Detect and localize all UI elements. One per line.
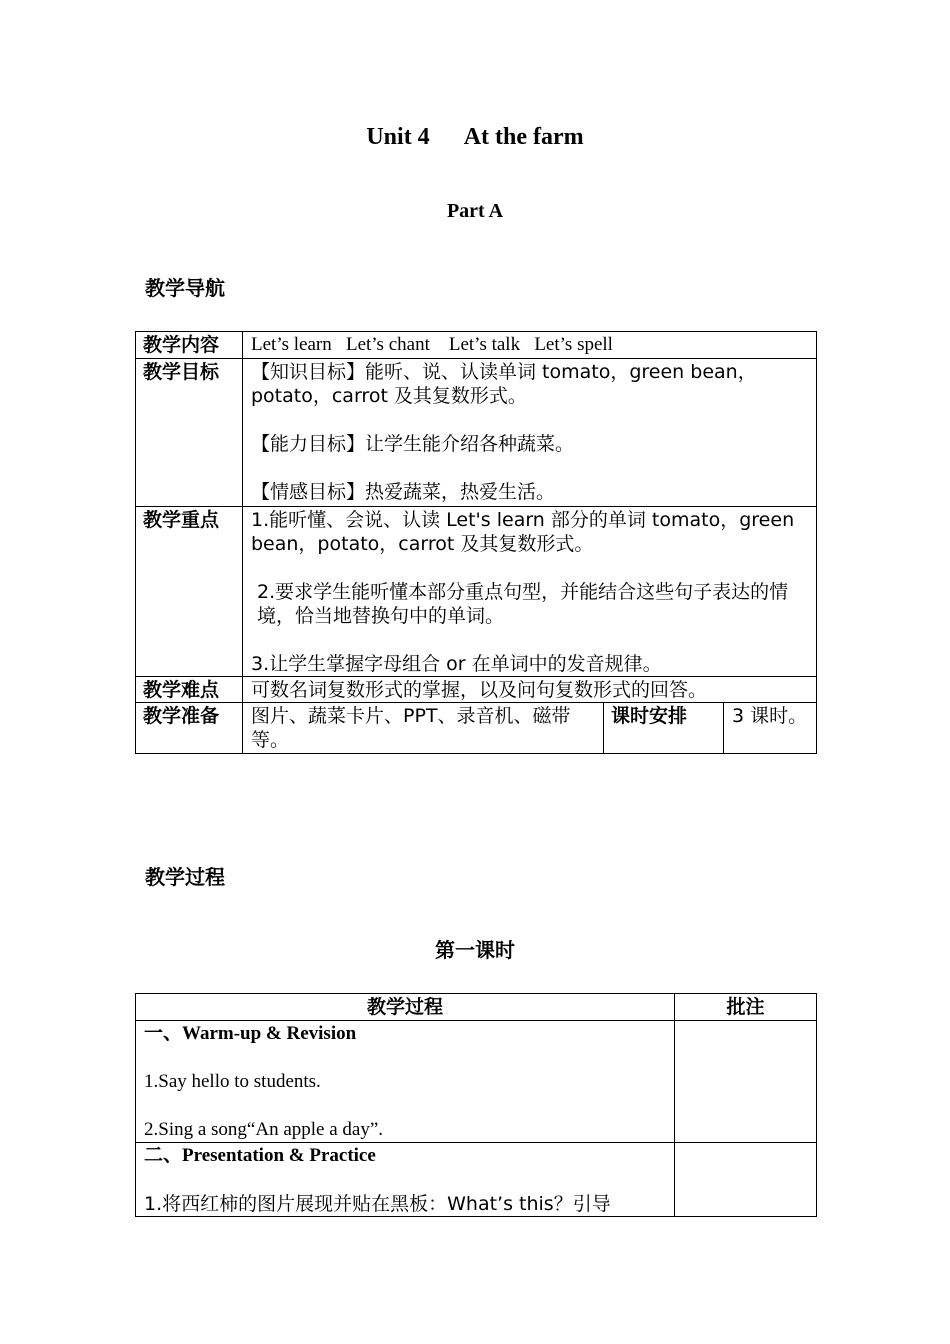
lesson-title: 第一课时 <box>435 938 515 962</box>
section-1-step-1: 1.Say hello to students. <box>144 1071 321 1092</box>
focus-item-1: 1.能听懂、会说、认读 Let's learn 部分的单词 tomato，green bean，potato，carrot 及其复数形式。 <box>251 509 795 555</box>
part-subtitle: Part A <box>446 200 504 222</box>
difficulty-label: 教学难点 <box>136 677 243 703</box>
goal-label: 教学目标 <box>136 359 243 507</box>
prep-label: 教学准备 <box>136 703 243 754</box>
focus-item-3: 3.让学生掌握字母组合 or 在单词中的发音规律。 <box>251 653 662 675</box>
goal-emotion: 【情感目标】热爱蔬菜，热爱生活。 <box>251 481 556 503</box>
section-1-row <box>136 1021 817 1143</box>
schedule-value: 3 课时。 <box>724 703 817 754</box>
focus-item-2: 2.要求学生能听懂本部分重点句型，并能结合这些句子表达的情境，恰当地替换句中的单词。 <box>257 581 789 627</box>
prep-value: 图片、蔬菜卡片、PPT、录音机、磁带等。 <box>243 703 604 754</box>
notes-column-header: 批注 <box>675 994 817 1021</box>
process-table <box>135 993 817 1217</box>
difficulty-row <box>136 677 817 703</box>
content-value: Let’s learn Let’s chant Let’s talk Let’s spell <box>243 332 817 359</box>
process-heading: 教学过程 <box>145 865 225 889</box>
goal-row <box>136 359 817 507</box>
prep-row <box>136 703 817 754</box>
focus-row <box>136 507 817 677</box>
section-1-notes <box>675 1021 817 1143</box>
nav-table <box>135 331 817 754</box>
schedule-label: 课时安排 <box>604 703 724 754</box>
process-column-header: 教学过程 <box>136 994 675 1021</box>
section-2-notes <box>675 1143 817 1217</box>
section-1-step-2: 2.Sing a song“An apple a day”. <box>144 1119 384 1140</box>
section-1-cell <box>136 1021 675 1143</box>
process-header-row <box>136 994 817 1021</box>
title-name: At the farm <box>463 124 584 150</box>
section-2-title: 二、Presentation & Practice <box>144 1145 376 1166</box>
content-row <box>136 332 817 359</box>
focus-label: 教学重点 <box>136 507 243 677</box>
section-1-title: 一、Warm-up & Revision <box>144 1023 357 1044</box>
section-2-step-1: 1.将西红柿的图片展现并贴在黑板：What’s this？引导 <box>144 1193 611 1215</box>
title-unit: Unit 4 <box>366 124 430 150</box>
difficulty-value: 可数名词复数形式的掌握，以及问句复数形式的回答。 <box>243 677 817 703</box>
goal-cell <box>243 359 817 507</box>
document-title <box>0 124 950 151</box>
section-2-row <box>136 1143 817 1217</box>
nav-heading: 教学导航 <box>145 276 225 300</box>
goal-ability: 【能力目标】让学生能介绍各种蔬菜。 <box>251 433 575 455</box>
goal-knowledge: 【知识目标】能听、说、认读单词 tomato，green bean，potato，carrot 及其复数形式。 <box>251 361 757 407</box>
section-2-cell <box>136 1143 675 1217</box>
content-label: 教学内容 <box>136 332 243 359</box>
focus-cell <box>243 507 817 677</box>
